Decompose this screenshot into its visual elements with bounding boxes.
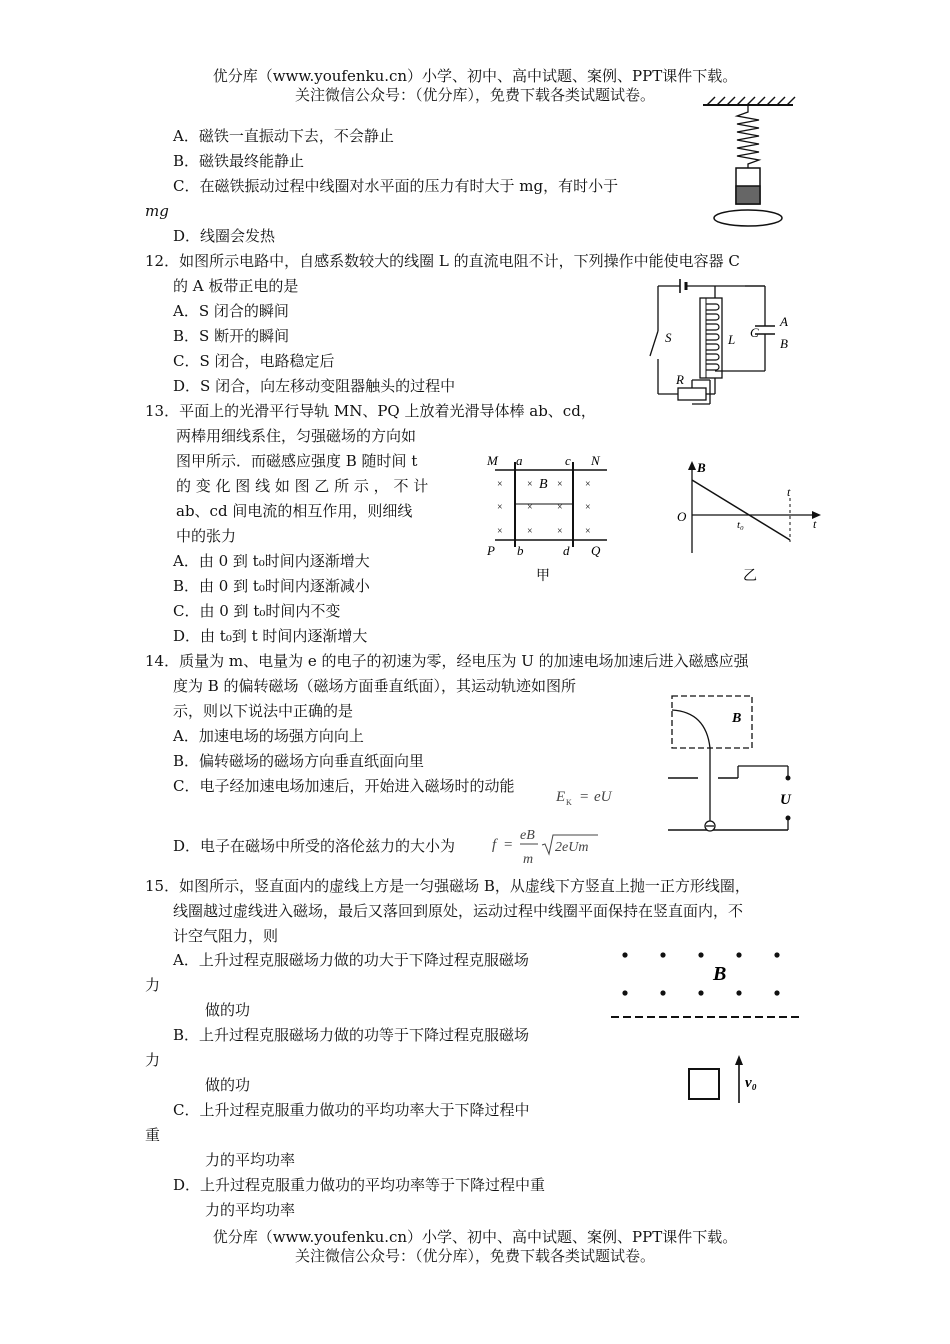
- header-line-1: 优分库（www.youfenku.cn）小学、初中、高中试题、案例、PPT课件下载。: [212, 67, 738, 85]
- q13-stem-line-1: 13．平面上的光滑平行导轨 MN、PQ 上放着光滑导体棒 ab、cd，: [145, 402, 596, 420]
- q13-stem-line-4: 的 变 化 图 线 如 图 乙 所 示 ， 不 计: [176, 477, 429, 495]
- svg-text:×: ×: [557, 526, 563, 537]
- t0-label: t₀: [737, 519, 744, 531]
- q14-stem-line-3: 示，则以下说法中正确的是: [173, 702, 354, 720]
- q15-option-a-line-1: A．上升过程克服磁场力做的功大于下降过程克服磁场: [173, 951, 529, 969]
- origin-label: O: [677, 509, 687, 524]
- q12-option-d: D．S 闭合，向左移动变阻器触头的过程中: [173, 377, 456, 395]
- q14-option-c-formula: [554, 784, 624, 810]
- svg-text:×: ×: [585, 526, 591, 537]
- q15-stem-line-3: 计空气阻力，则: [173, 927, 279, 945]
- label-d: d: [563, 543, 570, 558]
- q12-stem-line-1: 12．如图所示电路中，自感系数较大的线圈 L 的直流电阻不计，下列操作中能使电容器 C: [145, 252, 740, 270]
- q11-option-a: A．磁铁一直振动下去，不会静止: [173, 127, 394, 145]
- q12-option-b: B．S 断开的瞬间: [173, 327, 290, 345]
- label-a: a: [516, 453, 523, 468]
- q15-option-d-line-1: D．上升过程克服重力做功的平均功率等于下降过程中重: [173, 1176, 546, 1194]
- rheostat-label: R: [676, 372, 684, 387]
- q13-rails-figure: [485, 452, 615, 587]
- figure-caption-jia: 甲: [536, 569, 550, 584]
- switch-label: S: [665, 330, 672, 345]
- figure-caption-yi: 乙: [743, 569, 757, 584]
- field-label-b: B: [713, 963, 727, 985]
- svg-text:×: ×: [527, 502, 533, 513]
- label-m: M: [487, 453, 498, 468]
- t-label: t: [787, 485, 791, 499]
- svg-text:×: ×: [585, 479, 591, 490]
- q14-stem-line-1: 14．质量为 m、电量为 e 的电子的初速为零，经电压为 U 的加速电场加速后进入磁感应强: [145, 652, 749, 670]
- t-axis-label: t: [813, 517, 817, 531]
- label-b-field: B: [539, 477, 548, 492]
- q13-bt-graph: [675, 458, 825, 588]
- q12-option-c: C．S 闭合，电路稳定后: [173, 352, 335, 370]
- label-q: Q: [591, 543, 601, 558]
- svg-text:K: K: [566, 798, 572, 807]
- q13-stem-line-2: 两棒用细线系住，匀强磁场的方向如: [176, 427, 417, 445]
- q15-option-a-line-2: 力: [145, 976, 161, 994]
- q12-stem-line-2: 的 A 板带正电的是: [173, 277, 299, 295]
- capacitor-label: C: [750, 325, 759, 340]
- q14-option-c: C．电子经加速电场加速后，开始进入磁场时的动能: [173, 777, 515, 795]
- q15-option-c-line-2: 重: [145, 1126, 161, 1144]
- svg-text:×: ×: [557, 502, 563, 513]
- svg-text:m: m: [523, 852, 534, 867]
- svg-text:f: f: [492, 837, 497, 853]
- q11-option-b: B．磁铁最终能静止: [173, 152, 305, 170]
- svg-text:×: ×: [497, 502, 503, 513]
- footer-line-1: 优分库（www.youfenku.cn）小学、初中、高中试题、案例、PPT课件下载。: [212, 1228, 738, 1246]
- q13-option-d: D．由 t₀到 t 时间内逐渐增大: [173, 627, 368, 645]
- field-dots: [622, 952, 779, 995]
- q15-option-a-line-3: 做的功: [205, 1001, 251, 1019]
- inductor-label: L: [728, 332, 736, 347]
- q14-option-b: B．偏转磁场的磁场方向垂直纸面向里: [173, 752, 425, 770]
- q11-option-d: D．线圈会发热: [173, 227, 276, 245]
- q12-circuit-figure: [640, 276, 810, 416]
- svg-text:E: E: [556, 789, 566, 805]
- q13-stem-line-3: 图甲所示．而磁感应强度 B 随时间 t: [176, 452, 418, 470]
- q15-option-c-line-1: C．上升过程克服重力做功的平均功率大于下降过程中: [173, 1101, 530, 1119]
- q13-option-b: B．由 0 到 t₀时间内逐渐减小: [173, 577, 370, 595]
- svg-text:=: =: [580, 789, 589, 805]
- plate-a-label: A: [780, 314, 788, 329]
- q15-option-b-line-1: B．上升过程克服磁场力做的功等于下降过程克服磁场: [173, 1026, 530, 1044]
- q15-field-coil-figure: [605, 945, 810, 1110]
- q15-option-b-line-2: 力: [145, 1051, 161, 1069]
- svg-text:eU: eU: [594, 789, 612, 805]
- svg-text:×: ×: [557, 479, 563, 490]
- q14-option-d-formula: [490, 823, 605, 869]
- magnetic-field-label: B: [732, 711, 742, 726]
- q14-option-a: A．加速电场的场强方向向上: [173, 727, 364, 745]
- q15-stem-line-2: 线圈越过虚线进入磁场，最后又落回到原处，运动过程中线圈平面保持在竖直面内，不: [173, 902, 744, 920]
- svg-text:×: ×: [527, 479, 533, 490]
- voltage-label: U: [780, 792, 791, 808]
- svg-text:=: =: [504, 837, 513, 853]
- axis-label-b: B: [697, 460, 706, 475]
- svg-text:eB: eB: [520, 828, 535, 843]
- footer-line-2: 关注微信公众号：（优分库），免费下载各类试题试卷。: [294, 1247, 655, 1265]
- svg-text:×: ×: [497, 479, 503, 490]
- label-p: P: [487, 543, 495, 558]
- svg-text:×: ×: [497, 526, 503, 537]
- label-c: c: [565, 453, 571, 468]
- header-line-2: 关注微信公众号：（优分库），免费下载各类试题试卷。: [294, 86, 655, 104]
- q13-stem-line-6: 中的张力: [176, 527, 237, 545]
- svg-text:2eUm: 2eUm: [555, 840, 589, 855]
- q11-option-c-continued: mg: [145, 202, 169, 220]
- q14-option-d: D．电子在磁场中所受的洛伦兹力的大小为: [173, 837, 456, 855]
- q15-option-c-line-3: 力的平均功率: [205, 1151, 296, 1169]
- q11-option-c: C．在磁铁振动过程中线圈对水平面的压力有时大于 mg，有时小于: [173, 177, 619, 195]
- q14-accelerator-figure: [660, 690, 810, 840]
- q12-option-a: A．S 闭合的瞬间: [173, 302, 289, 320]
- plate-b-label: B: [780, 336, 788, 351]
- q11-spring-magnet-figure: [695, 96, 805, 231]
- q14-stem-line-2: 度为 B 的偏转磁场（磁场方面垂直纸面），其运动轨迹如图所: [173, 677, 577, 695]
- svg-text:×: ×: [527, 526, 533, 537]
- q13-option-c: C．由 0 到 t₀时间内不变: [173, 602, 341, 620]
- q15-option-d-line-2: 力的平均功率: [205, 1201, 296, 1219]
- q15-option-b-line-3: 做的功: [205, 1076, 251, 1094]
- q15-stem-line-1: 15．如图所示，竖直面内的虚线上方是一匀强磁场 B，从虚线下方竖直上抛一正方形线圈，: [145, 877, 750, 895]
- velocity-label: v₀: [745, 1075, 757, 1091]
- label-n: N: [591, 453, 600, 468]
- q13-option-a: A．由 0 到 t₀时间内逐渐增大: [173, 552, 370, 570]
- q13-stem-line-5: ab、cd 间电流的相互作用，则细线: [176, 502, 413, 520]
- svg-text:×: ×: [585, 502, 591, 513]
- label-b: b: [517, 543, 524, 558]
